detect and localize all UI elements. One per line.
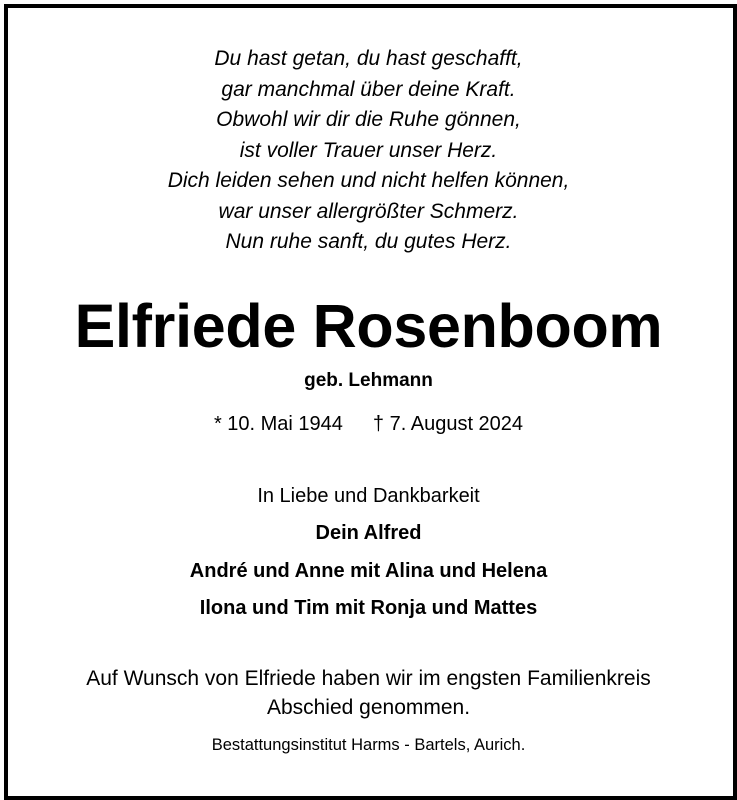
poem-line: war unser allergrößter Schmerz.: [218, 199, 519, 223]
poem: [0, 44, 737, 258]
funeral-notice: [0, 664, 737, 722]
deceased-name: Elfriede Rosenboom: [74, 292, 663, 360]
notice-line: Abschied genommen.: [266, 696, 471, 719]
poem-line: Obwohl wir dir die Ruhe gönnen,: [216, 108, 521, 131]
poem-line: ist voller Trauer unser Herz.: [239, 138, 498, 162]
notice-line: Auf Wunsch von Elfriede haben wir im engsten Familienkreis: [86, 667, 651, 690]
undertaker: Bestattungsinstitut Harms - Bartels, Aurich.: [211, 736, 526, 754]
mourner-line: André und Anne mit Alina und Helena: [189, 560, 548, 582]
poem-line: Du hast getan, du hast geschafft,: [214, 47, 523, 70]
life-dates: [0, 411, 737, 437]
poem-line: gar manchmal über deine Kraft.: [221, 77, 516, 101]
maiden-name: geb. Lehmann: [304, 370, 433, 391]
mourner-line: Dein Alfred: [315, 522, 422, 544]
poem-line: Nun ruhe sanft, du gutes Herz.: [225, 230, 512, 253]
mourner-line: Ilona und Tim mit Ronja und Mattes: [199, 597, 538, 619]
death-date: † 7. August 2024: [372, 413, 524, 435]
poem-line: Dich leiden sehen und nicht helfen können,: [167, 169, 570, 192]
mourners-intro: In Liebe und Dankbarkeit: [257, 485, 480, 507]
birth-date: * 10. Mai 1944: [213, 413, 343, 435]
